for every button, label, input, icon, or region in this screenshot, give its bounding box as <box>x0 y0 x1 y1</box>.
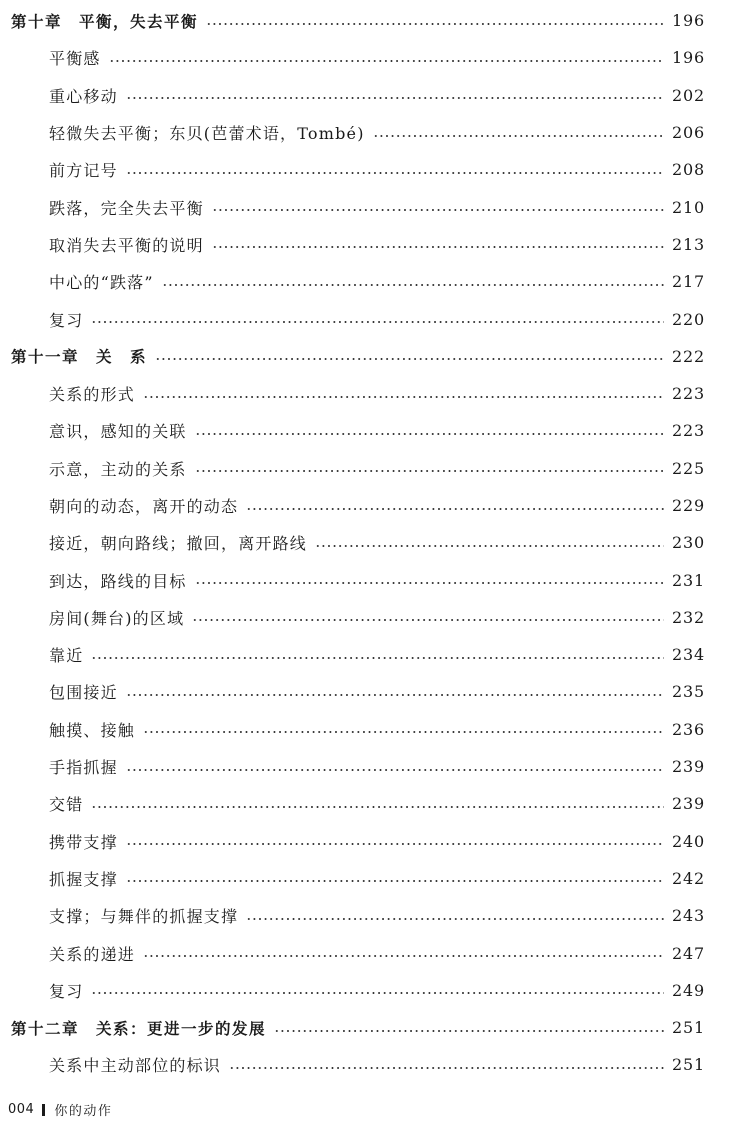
section-title: 触摸、接触 <box>49 720 136 740</box>
toc-section-entry <box>0 897 750 934</box>
section-title: 复习 <box>49 981 84 1001</box>
section-title: 到达，路线的目标 <box>49 571 187 591</box>
page-number: 235 <box>672 682 705 702</box>
dot-leader <box>212 209 664 211</box>
page-number: 202 <box>672 85 705 105</box>
page-number: 242 <box>672 868 705 888</box>
running-book-title: 你的动作 <box>54 1104 113 1119</box>
section-title: 平衡感 <box>49 49 101 69</box>
section-title: 朝向的动态，离开的动态 <box>49 497 239 516</box>
toc-section-entry <box>0 785 750 822</box>
toc-section-entry <box>0 599 750 636</box>
footer-divider-bar <box>42 1104 45 1116</box>
dot-leader <box>91 321 664 323</box>
page-number: 251 <box>672 1018 705 1038</box>
page-footer <box>8 1100 112 1119</box>
page-number: 208 <box>672 160 705 180</box>
section-title: 轻微失去平衡；东贝(芭蕾术语，Tombé) <box>49 124 365 144</box>
toc-section-entry <box>0 823 750 860</box>
dot-leader <box>246 918 664 920</box>
chapter-title: 第十一章 关 系 <box>11 348 148 367</box>
page-number: 213 <box>672 234 705 254</box>
dot-leader <box>195 582 664 584</box>
toc-section-entry <box>0 450 750 487</box>
dot-leader <box>126 172 664 174</box>
page-number: 239 <box>672 794 705 814</box>
dot-leader <box>143 731 664 733</box>
page-number: 196 <box>672 11 705 31</box>
page-number: 206 <box>672 123 705 143</box>
page-number: 196 <box>672 48 705 68</box>
page-number: 210 <box>672 197 705 217</box>
toc-section-entry <box>0 375 750 412</box>
toc-section-entry <box>0 711 750 748</box>
section-title: 跌落，完全失去平衡 <box>49 198 204 218</box>
page-number: 251 <box>672 1055 705 1075</box>
dot-leader <box>91 992 664 994</box>
page-number: 231 <box>672 570 705 590</box>
dot-leader <box>229 1067 664 1069</box>
toc-chapter-entry <box>0 338 750 375</box>
section-title: 示意，主动的关系 <box>49 459 187 479</box>
dot-leader <box>126 694 664 696</box>
page-number: 222 <box>672 346 705 366</box>
dot-leader <box>126 880 664 882</box>
page-number: 220 <box>672 309 705 329</box>
section-title: 包围接近 <box>49 683 118 703</box>
toc-chapter-entry <box>0 2 750 39</box>
dot-leader <box>195 433 664 435</box>
dot-leader <box>315 545 664 547</box>
dot-leader <box>373 135 664 137</box>
toc-section-entry <box>0 263 750 300</box>
page-number: 232 <box>672 607 705 627</box>
page-number: 247 <box>672 943 705 963</box>
dot-leader <box>274 1030 664 1032</box>
dot-leader <box>143 955 664 957</box>
dot-leader <box>126 843 664 845</box>
section-title: 关系中主动部位的标识 <box>49 1056 222 1076</box>
page-number: 236 <box>672 719 705 739</box>
page-number: 229 <box>672 496 705 515</box>
dot-leader <box>126 769 664 771</box>
dot-leader <box>162 284 664 286</box>
section-title: 靠近 <box>49 646 84 666</box>
section-title: 接近，朝向路线；撤回，离开路线 <box>49 534 308 554</box>
section-title: 复习 <box>49 310 84 330</box>
toc-section-entry <box>0 748 750 785</box>
section-title: 中心的“跌落” <box>49 273 154 293</box>
toc-section-entry <box>0 188 750 225</box>
toc-section-entry <box>0 114 750 151</box>
dot-leader <box>195 470 664 472</box>
toc-section-entry <box>0 487 750 524</box>
dot-leader <box>206 23 664 25</box>
section-title: 前方记号 <box>49 161 118 181</box>
toc-section-entry <box>0 934 750 971</box>
page-folio: 004 <box>8 1102 35 1117</box>
section-title: 重心移动 <box>49 86 118 106</box>
toc-section-entry <box>0 524 750 561</box>
page-number: 240 <box>672 831 705 851</box>
toc-section-entry <box>0 226 750 263</box>
toc-section-entry <box>0 561 750 598</box>
section-title: 交错 <box>49 795 84 815</box>
toc-section-entry <box>0 1046 750 1083</box>
page-number: 225 <box>672 458 705 478</box>
section-title: 手指抓握 <box>49 758 118 778</box>
section-title: 抓握支撑 <box>49 869 118 889</box>
table-of-contents <box>0 2 750 1084</box>
toc-section-entry <box>0 972 750 1009</box>
dot-leader <box>192 619 664 621</box>
page-number: 230 <box>672 533 705 553</box>
page-number: 234 <box>672 645 705 665</box>
dot-leader <box>91 657 664 659</box>
toc-section-entry <box>0 412 750 449</box>
dot-leader <box>109 60 664 62</box>
dot-leader <box>155 358 664 360</box>
dot-leader <box>91 806 664 808</box>
page-number: 243 <box>672 906 705 926</box>
section-title: 关系的递进 <box>49 944 136 964</box>
page-number: 217 <box>672 272 705 292</box>
toc-section-entry <box>0 39 750 76</box>
section-title: 取消失去平衡的说明 <box>49 235 204 255</box>
dot-leader <box>143 396 664 398</box>
section-title: 支撑；与舞伴的抓握支撑 <box>49 907 239 927</box>
dot-leader <box>212 246 664 248</box>
page-number: 249 <box>672 980 705 1000</box>
toc-section-entry <box>0 77 750 114</box>
chapter-title: 第十二章 关系：更进一步的发展 <box>11 1019 267 1038</box>
page-number: 223 <box>672 421 705 441</box>
section-title: 房间(舞台)的区域 <box>49 608 185 628</box>
section-title: 意识，感知的关联 <box>49 422 187 442</box>
dot-leader <box>126 97 664 99</box>
section-title: 携带支撑 <box>49 832 118 852</box>
page-number: 239 <box>672 757 705 777</box>
toc-section-entry <box>0 151 750 188</box>
section-title: 关系的形式 <box>49 385 136 405</box>
toc-section-entry <box>0 860 750 897</box>
toc-section-entry <box>0 636 750 673</box>
dot-leader <box>246 508 664 510</box>
toc-section-entry <box>0 673 750 710</box>
page-number: 223 <box>672 384 705 404</box>
toc-chapter-entry <box>0 1009 750 1046</box>
chapter-title: 第十章 平衡，失去平衡 <box>11 12 199 31</box>
toc-section-entry <box>0 300 750 337</box>
